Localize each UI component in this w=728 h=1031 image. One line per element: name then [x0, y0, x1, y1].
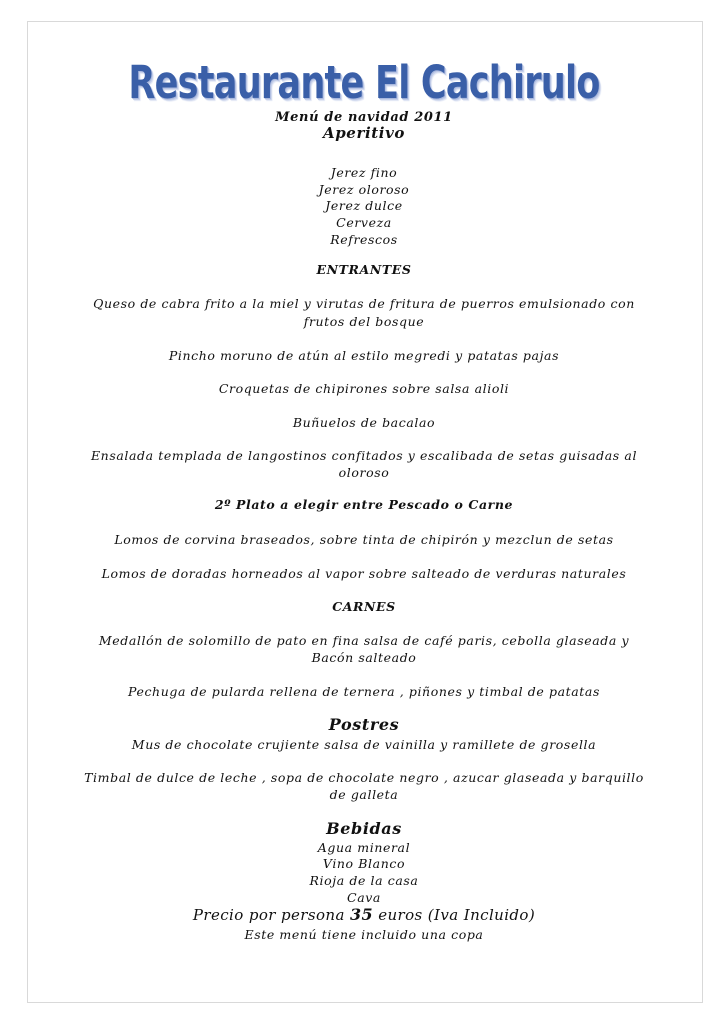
aperitivo-item: Jerez dulce — [325, 198, 403, 213]
aperitivo-item: Jerez fino — [330, 165, 398, 180]
price-amount: 35 — [349, 905, 374, 924]
postres-heading: Postres — [328, 715, 400, 734]
bebida-item: Agua mineral — [317, 840, 411, 855]
carnes-heading: CARNES — [332, 599, 396, 614]
entrante-item-continued: oloroso — [338, 465, 390, 480]
entrante-item: Ensalada templada de langostinos confitados y escalibada de setas guisadas al — [90, 448, 638, 463]
aperitivo-item: Cerveza — [336, 215, 392, 230]
price-prefix: Precio por persona — [192, 906, 345, 924]
entrante-item: Croquetas de chipirones sobre salsa alioli — [218, 381, 510, 396]
entrante-item: Pincho moruno de atún al estilo megredi y patatas pajas — [168, 348, 560, 363]
pescado-item: Lomos de doradas horneados al vapor sobre salteado de verduras naturales — [101, 566, 627, 581]
entrante-item-continued: frutos del bosque — [303, 314, 425, 329]
carne-item: Medallón de solomillo de pato en fina salsa de café paris, cebolla glaseada y — [98, 633, 630, 648]
bebidas-heading: Bebidas — [326, 819, 402, 838]
price-line — [0, 905, 728, 924]
pescado-item: Lomos de corvina braseados, sobre tinta de chipirón y mezclun de setas — [114, 532, 614, 547]
price-note: Este menú tiene incluido una copa — [244, 927, 484, 942]
entrante-item: Queso de cabra frito a la miel y virutas de fritura de puerros emulsionado con — [93, 296, 635, 311]
postre-item: Timbal de dulce de leche , sopa de chocolate negro , azucar glaseada y barquillo — [84, 770, 644, 785]
bebida-item: Cava — [347, 890, 381, 905]
entrante-item: Buñuelos de bacalao — [292, 415, 436, 430]
bebida-item: Rioja de la casa — [309, 873, 419, 888]
menu-subtitle: Menú de navidad 2011 — [275, 110, 453, 125]
entrantes-heading: ENTRANTES — [316, 262, 412, 277]
aperitivo-item: Jerez oloroso — [318, 182, 410, 197]
aperitivo-item: Refrescos — [330, 232, 398, 247]
aperitivo-heading: Aperitivo — [322, 124, 406, 142]
carne-item: Pechuga de pularda rellena de ternera , piñones y timbal de patatas — [128, 684, 600, 699]
bebida-item: Vino Blanco — [322, 856, 406, 871]
segundo-heading: 2º Plato a elegir entre Pescado o Carne — [214, 497, 514, 512]
carne-item-continued: Bacón salteado — [311, 650, 417, 665]
postre-item: Mus de chocolate crujiente salsa de vainilla y ramillete de grosella — [131, 737, 597, 752]
restaurant-title: Restaurante El Cachirulo — [128, 56, 600, 109]
price-suffix: euros (Iva Incluido) — [378, 906, 536, 924]
postre-item-continued: de galleta — [329, 787, 399, 802]
